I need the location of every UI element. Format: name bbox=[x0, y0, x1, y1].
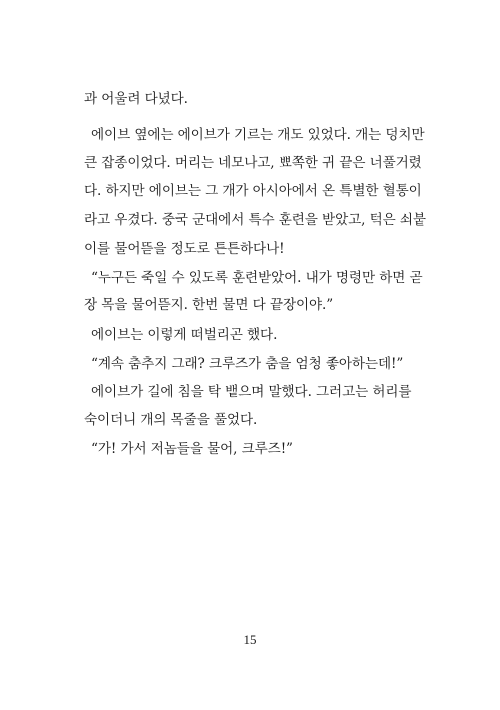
text-line: 라고 우겼다. 중국 군대에서 특수 훈련을 받았고, 턱은 쇠붙 bbox=[84, 212, 426, 228]
text-line: 다. 하지만 에이브는 그 개가 아시아에서 온 특별한 혈통이 bbox=[84, 183, 422, 199]
text-line: 과 어울려 다녔다. bbox=[84, 91, 188, 107]
text-line: “누구든 죽일 수 있도록 훈련받았어. 내가 명령만 하면 곧 bbox=[91, 270, 423, 286]
page-number: 15 bbox=[243, 632, 257, 647]
text-line: 장 목을 물어뜯지. 한번 물면 다 끝장이야.” bbox=[84, 297, 334, 313]
text-line: 에이브 옆에는 에이브가 기르는 개도 있었다. 개는 덩치만 bbox=[91, 127, 425, 143]
text-line: 에이브가 길에 침을 탁 뱉으며 말했다. 그러고는 허리를 bbox=[91, 384, 412, 400]
text-line: “계속 춤추지 그래? 크루즈가 춤을 엄청 좋아하는데!” bbox=[91, 356, 404, 372]
text-line: 숙이더니 개의 목줄을 풀었다. bbox=[84, 412, 258, 428]
text-line: 큰 잡종이었다. 머리는 네모나고, 뾰쪽한 귀 끝은 너풀거렸 bbox=[84, 155, 422, 171]
text-line: 이를 물어뜯을 정도로 튼튼하다나! bbox=[84, 241, 285, 257]
text-line: “가! 가서 저놈들을 물어, 크루즈!” bbox=[91, 441, 293, 457]
text-line: 에이브는 이렇게 떠벌리곤 했다. bbox=[91, 327, 278, 343]
